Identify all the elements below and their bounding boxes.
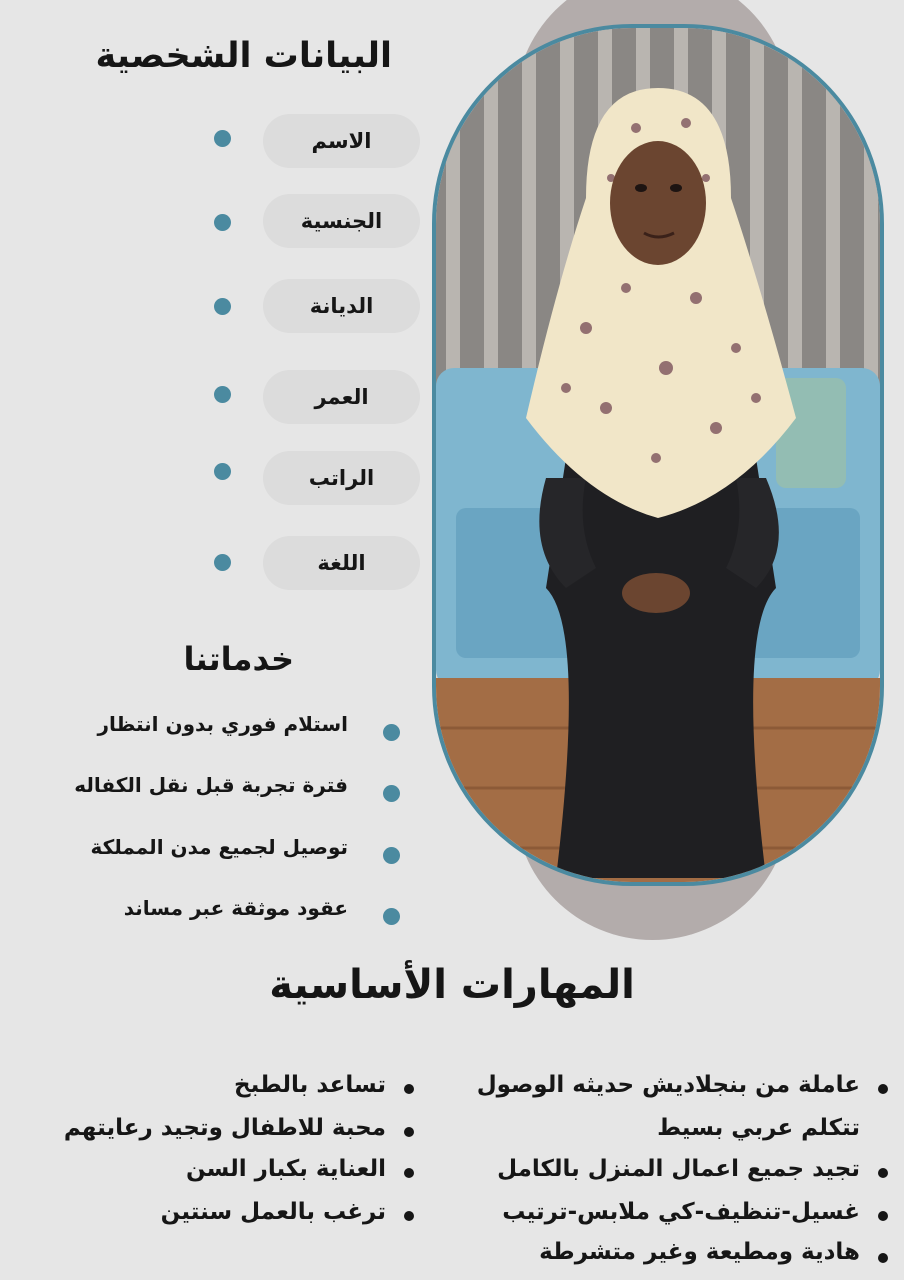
skill-bullet <box>404 1084 414 1094</box>
bullet-dot <box>214 130 231 147</box>
bullet-dot <box>383 847 400 864</box>
skill-bullet <box>404 1127 414 1137</box>
service-item <box>0 896 904 936</box>
bullet-dot <box>214 554 231 571</box>
info-row-age <box>0 370 430 426</box>
personal-info-title: البيانات الشخصية <box>95 36 392 76</box>
skills-title: المهارات الأساسية <box>269 962 635 1008</box>
skill-item: تساعد بالطبخ <box>234 1072 386 1098</box>
skill-item: ترغب بالعمل سنتين <box>160 1199 386 1225</box>
skill-bullet <box>878 1253 888 1263</box>
skill-item: تتكلم عربي بسيط <box>657 1115 860 1141</box>
bullet-dot <box>214 463 231 480</box>
skill-item: تجيد جميع اعمال المنزل بالكامل <box>497 1156 860 1182</box>
service-text: عقود موثقة عبر مساند <box>123 896 348 920</box>
skill-bullet <box>878 1168 888 1178</box>
info-label-pill: الجنسية <box>263 194 420 248</box>
skill-item: غسيل-تنظيف-كي ملابس-ترتيب <box>502 1199 860 1225</box>
bullet-dot <box>383 908 400 925</box>
service-text: استلام فوري بدون انتظار <box>97 712 348 736</box>
info-row-religion <box>0 279 430 335</box>
bullet-dot <box>214 386 231 403</box>
info-label-pill: الراتب <box>263 451 420 505</box>
services-title: خدماتنا <box>183 640 294 678</box>
info-row-salary <box>0 451 430 507</box>
photo-illustration <box>436 28 880 882</box>
service-text: فترة تجربة قبل نقل الكفاله <box>74 773 348 797</box>
info-label-pill: الديانة <box>263 279 420 333</box>
info-row-nationality <box>0 194 430 250</box>
service-item <box>0 835 904 875</box>
info-row-name <box>0 114 430 170</box>
worker-photo <box>432 24 884 886</box>
bullet-dot <box>383 724 400 741</box>
info-row-language <box>0 536 430 592</box>
info-label-pill: الاسم <box>263 114 420 168</box>
skill-item: عاملة من بنجلاديش حديثه الوصول <box>476 1072 860 1098</box>
skill-bullet <box>878 1211 888 1221</box>
skill-bullet <box>404 1168 414 1178</box>
service-item <box>0 773 904 813</box>
skill-item: محبة للاطفال وتجيد رعايتهم <box>63 1115 386 1141</box>
skill-item: العناية بكبار السن <box>185 1156 386 1182</box>
bullet-dot <box>214 298 231 315</box>
info-label-pill: العمر <box>263 370 420 424</box>
skill-bullet <box>878 1084 888 1094</box>
bullet-dot <box>214 214 231 231</box>
skill-item: هادية ومطيعة وغير متشرطة <box>539 1239 860 1265</box>
info-label-pill: اللغة <box>263 536 420 590</box>
service-item <box>0 712 904 752</box>
service-text: توصيل لجميع مدن المملكة <box>90 835 348 859</box>
bullet-dot <box>383 785 400 802</box>
skill-bullet <box>404 1211 414 1221</box>
